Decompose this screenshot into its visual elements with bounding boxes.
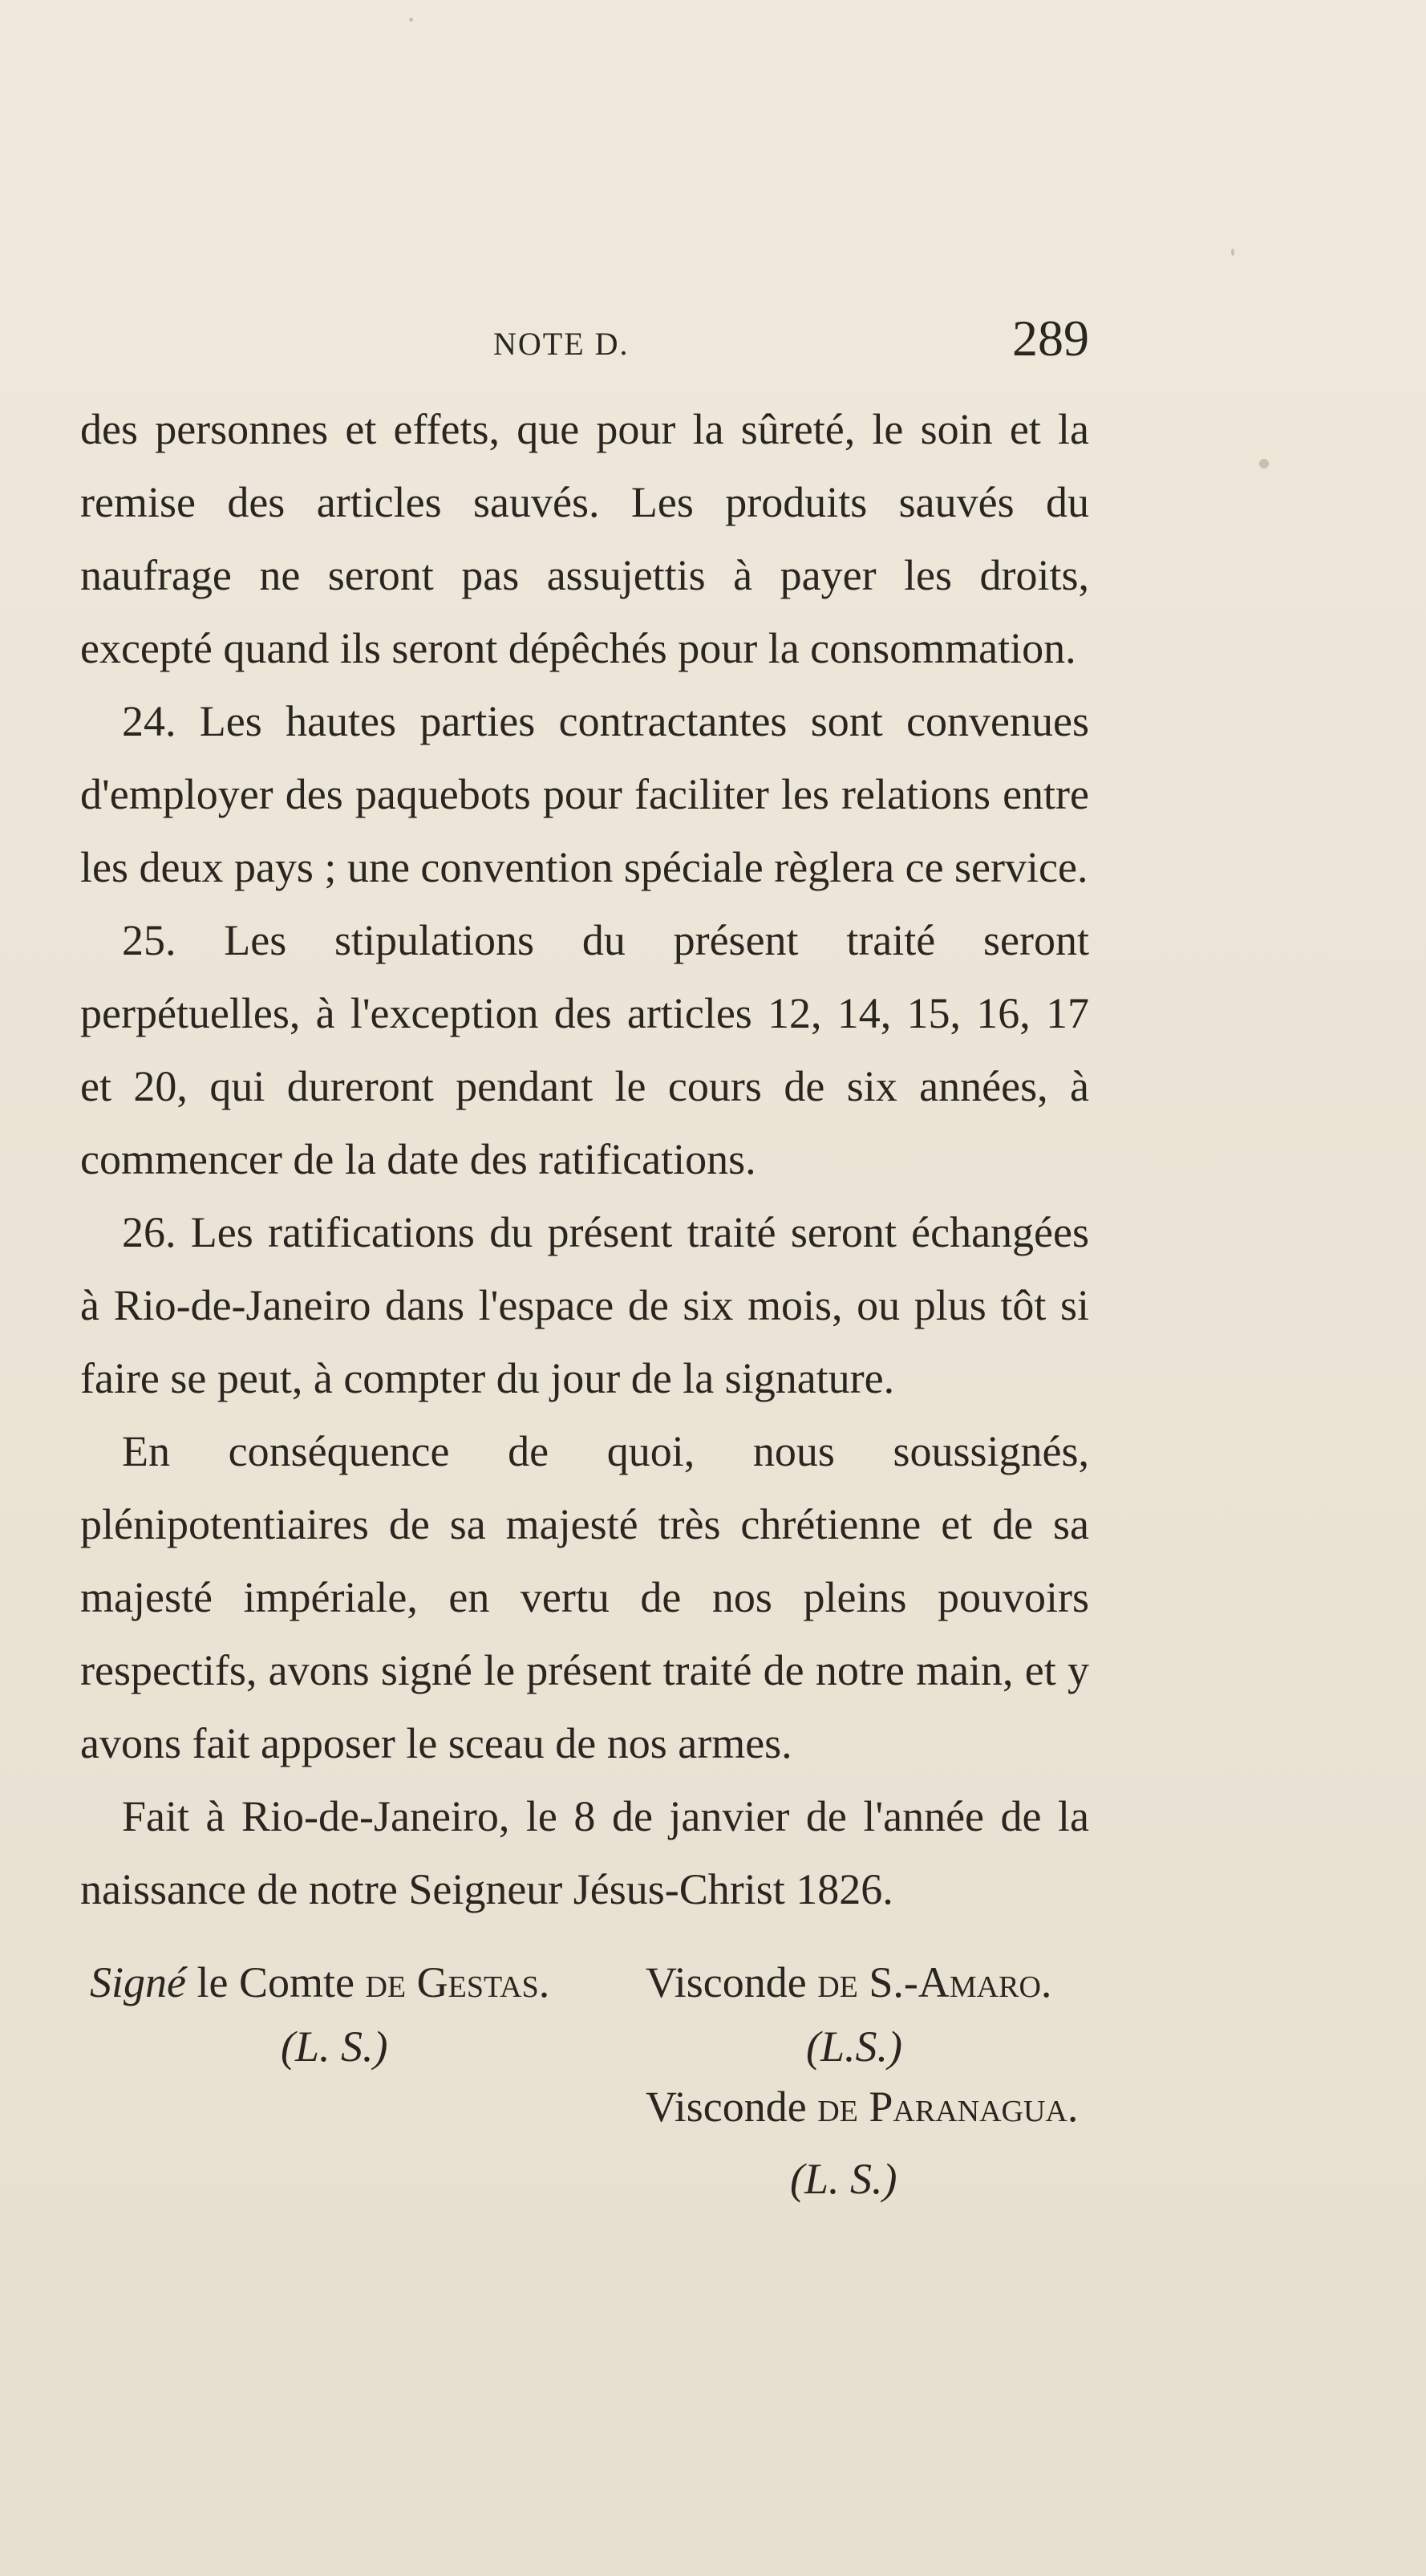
- seal-gestas: (L. S.): [281, 2022, 388, 2071]
- page-number: 289: [1012, 310, 1089, 367]
- paragraph-continuation: des personnes et effets, que pour la sûreté, le soin et la remise des articles sauvés. Les produits sauvés du naufrage ne seront pas assujettis à payer les droits, excepté quand ils seront dépêchés pour la consommation.: [80, 405, 1089, 672]
- article-26: 26. Les ratifications du présent traité seront échangées à Rio-de-Janeiro dans l'espace de six mois, ou plus tôt si faire se peut, à compter du jour de la signature.: [80, 1208, 1089, 1402]
- body-text: [80, 393, 1089, 1926]
- signature-s-amaro: Visconde de S.-Amaro.: [646, 1958, 1052, 2006]
- article-25: 25. Les stipulations du présent traité seront perpétuelles, à l'exception des articles 12, 14, 15, 16, 17 et 20, qui dureront pendant le cours de six années, à commencer de la date des ratifications.: [80, 916, 1089, 1183]
- closing-paragraph: En conséquence de quoi, nous soussignés, plénipotentiaires de sa majesté très chrétienne et de sa majesté impériale, en vertu de nos pleins pouvoirs respectifs, avons signé le présent traité de notre main, et y avons fait apposer le sceau de nos armes.: [80, 1427, 1089, 1767]
- seal-s-amaro: (L.S.): [806, 2022, 902, 2071]
- paper-speck: [1231, 249, 1234, 256]
- running-head: NOTE D.: [493, 326, 630, 362]
- seal-paranagua: (L. S.): [790, 2155, 897, 2203]
- dating-paragraph: Fait à Rio-de-Janeiro, le 8 de janvier de l'année de la naissance de notre Seigneur Jésus-Christ 1826.: [80, 1792, 1089, 1913]
- article-24: 24. Les hautes parties contractantes sont convenues d'employer des paquebots pour faciliter les relations entre les deux pays ; une convention spéciale règlera ce service.: [80, 697, 1089, 891]
- page-header: [80, 309, 1089, 381]
- signature-paranagua: Visconde de Paranagua.: [646, 2083, 1079, 2131]
- paper-speck: [409, 18, 413, 22]
- signature-gestas: Signé le Comte de Gestas.: [90, 1958, 550, 2006]
- paper-speck: [1259, 459, 1269, 469]
